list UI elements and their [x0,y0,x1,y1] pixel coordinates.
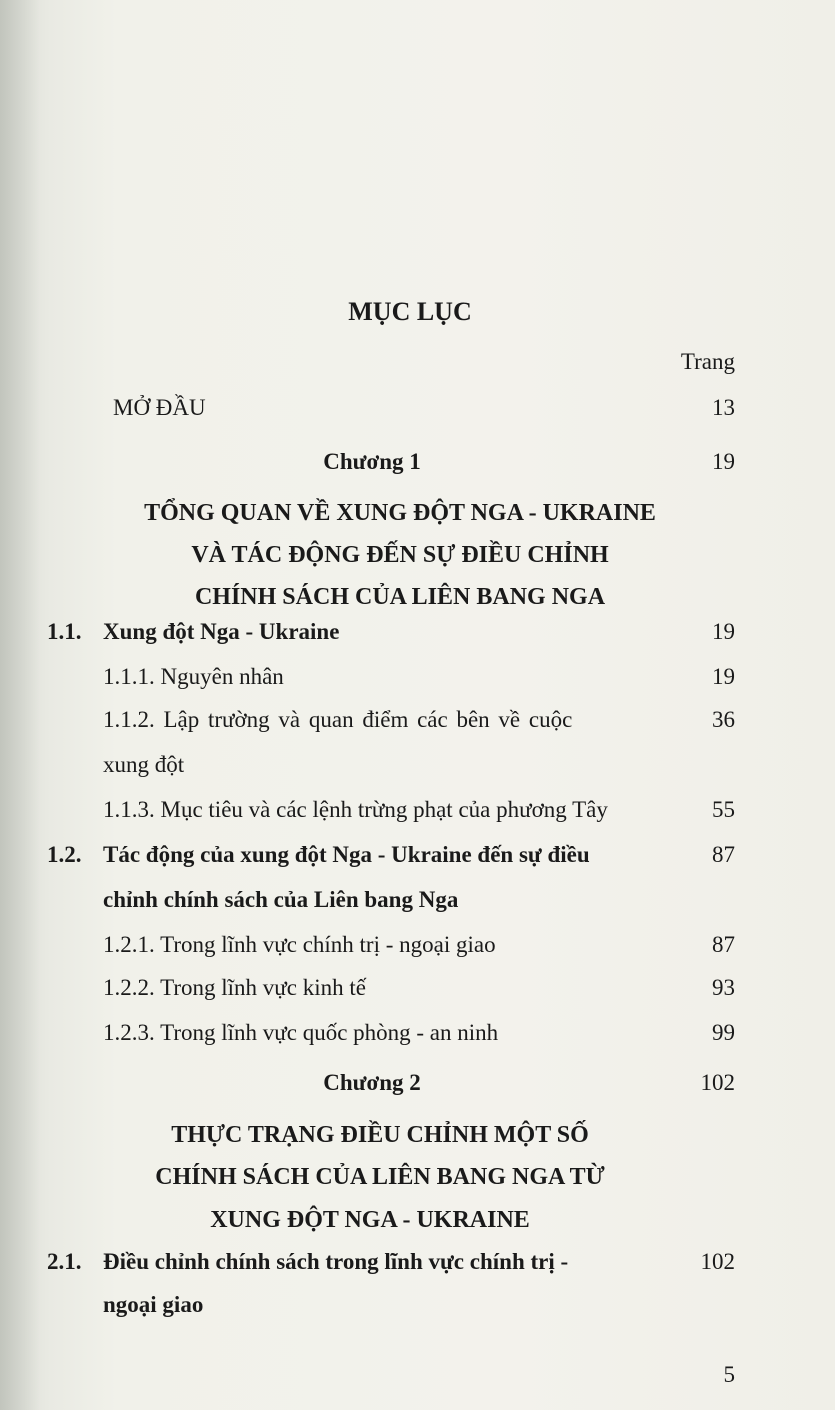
page-number: 5 [723,1362,735,1387]
entry-page: 19 [712,619,735,644]
chapter-title-line: THỰC TRẠNG ĐIỀU CHỈNH MỘT SỐ [171,1122,589,1148]
subsection-label: 1.2.2. Trong lĩnh vực kinh tế [103,975,366,1000]
chapter-label: Chương 1 [323,449,421,474]
entry-label: MỞ ĐẦU [113,395,206,420]
chapter-title-line: TỔNG QUAN VỀ XUNG ĐỘT NGA - UKRAINE [144,500,656,526]
subsection-label: 1.1.2. Lập trường và quan điểm các bên về cuộc [103,707,573,732]
section-label: Xung đột Nga - Ukraine [103,619,340,644]
entry-page: 55 [712,797,735,822]
entry-page: 19 [712,449,735,474]
chapter-title-line: CHÍNH SÁCH CỦA LIÊN BANG NGA TỪ [155,1164,605,1190]
section-number: 1.2. [47,842,82,867]
section-label-cont: ngoại giao [103,1292,204,1317]
subsection-label-cont: xung đột [103,752,185,777]
chapter-title-line: XUNG ĐỘT NGA - UKRAINE [210,1207,530,1233]
entry-page: 19 [712,664,735,689]
entry-page: 87 [712,932,735,957]
entry-page: 99 [712,1020,735,1045]
page-title: MỤC LỤC [348,297,472,326]
entry-page: 36 [712,707,735,732]
section-number: 2.1. [47,1249,82,1274]
section-label-cont: chỉnh chính sách của Liên bang Nga [103,887,459,912]
entry-page: 13 [712,395,735,420]
entry-page: 93 [712,975,735,1000]
subsection-label: 1.2.3. Trong lĩnh vực quốc phòng - an ninh [103,1020,499,1045]
entry-page: 102 [700,1249,735,1274]
section-label: Điều chỉnh chính sách trong lĩnh vực chính trị - [103,1249,569,1274]
entry-page: 102 [700,1070,735,1095]
subsection-label: 1.2.1. Trong lĩnh vực chính trị - ngoại giao [103,932,496,957]
section-label: Tác động của xung đột Nga - Ukraine đến sự điều [103,842,590,867]
chapter-title-line: CHÍNH SÁCH CỦA LIÊN BANG NGA [194,584,606,610]
page-binding-shadow [0,0,40,1410]
subsection-label: 1.1.3. Mục tiêu và các lệnh trừng phạt của phương Tây [103,797,608,822]
chapter-title-line: VÀ TÁC ĐỘNG ĐẾN SỰ ĐIỀU CHỈNH [191,542,609,568]
page-column-label: Trang [680,349,735,374]
subsection-label: 1.1.1. Nguyên nhân [103,664,284,689]
entry-page: 87 [712,842,735,867]
section-number: 1.1. [47,619,82,644]
chapter-label: Chương 2 [323,1070,421,1095]
